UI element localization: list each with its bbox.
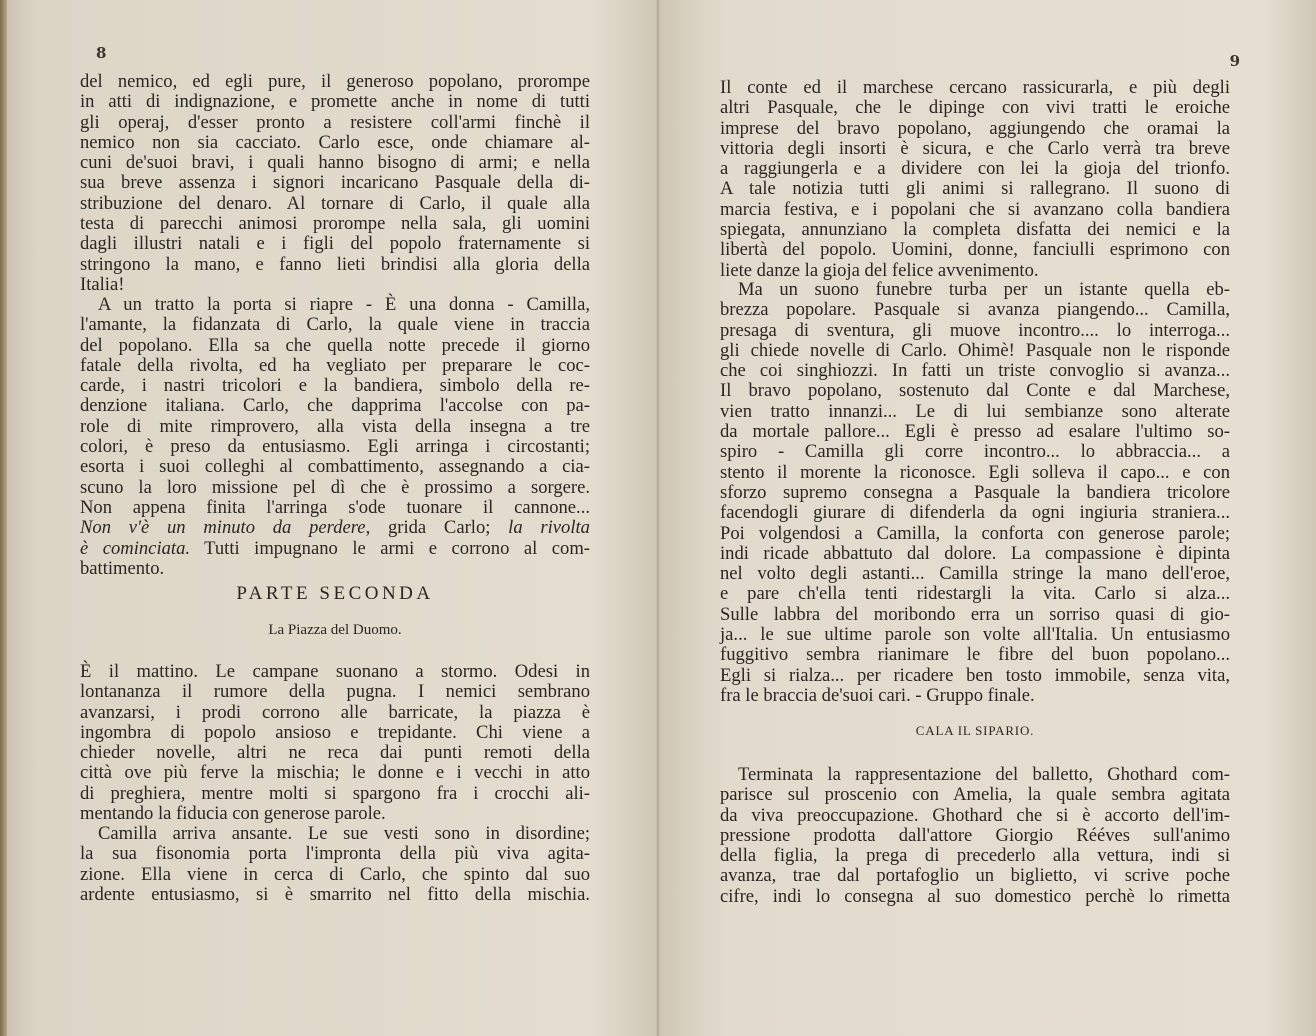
book-gutter xyxy=(656,0,660,1036)
text-line: cifre, indi lo consegna al suo domestico perchè lo rimetta xyxy=(720,885,1230,907)
text-line: role di mite rimprovero, alla vista della insegna a tre xyxy=(80,415,590,437)
text-line: libertà del popolo. Uomini, donne, fanciulli esprimono con xyxy=(720,239,1230,261)
left-paragraph-3 xyxy=(80,662,590,824)
text-line xyxy=(80,539,590,559)
text-line: di preghiera, mentre molti si spargono fra i crocchi ali- xyxy=(80,782,590,804)
text-line: avanzarsi, i prodi corrono alle barricate, la piazza è xyxy=(80,701,590,723)
text-line: gli chiede novelle di Carlo. Ohimè! Pasquale non le risponde xyxy=(720,339,1230,361)
text-line: chieder novelle, altri ne reca dai punti remoti della xyxy=(80,742,590,764)
text-line: Terminata la rappresentazione del balletto, Ghothard com- xyxy=(738,764,1230,785)
text-line: spiro - Camilla gli corre incontro... lo abbraccia... a xyxy=(720,441,1230,463)
text-line: Italia! xyxy=(80,273,125,295)
text-line: Poi volgendosi a Camilla, la conforta con generose parole; xyxy=(720,522,1230,544)
text-line: brezza popolare. Pasquale si avanza piangendo... Camilla, xyxy=(720,299,1230,321)
text-line: del nemico, ed egli pure, il generoso popolano, prorompe xyxy=(80,71,590,92)
text-line: Non appena finita l'arringa s'ode tuonare il cannone... xyxy=(80,496,590,518)
page-number-right: 9 xyxy=(1229,52,1240,70)
section-heading: PARTE SECONDA xyxy=(236,583,434,604)
text-line: a raggiungerla e a dividere con lei la gioja del trionfo. xyxy=(720,158,1230,180)
text-line: città ove più ferve la mischia; le donne e i vecchi in atto xyxy=(80,762,590,784)
text-line: scuno la loro missione pel dì che è prossimo a sorgere. xyxy=(80,476,590,498)
left-paragraph-4 xyxy=(80,824,590,905)
text-line: cuni de'suoi bravi, i quali hanno bisogno di armi; e nella xyxy=(80,152,590,174)
text-line: A un tratto la porta si riapre - È una donna - Camilla, xyxy=(98,294,590,315)
text-line: Camilla arriva ansante. Le sue vesti sono in disordine; xyxy=(98,823,590,844)
text-line: imprese del bravo popolano, aggiungendo che oramai la xyxy=(720,117,1230,139)
text-line: parisce sul proscenio con Amelia, la quale sembra agitata xyxy=(720,784,1230,806)
left-page xyxy=(80,0,590,1036)
text-line: fatale della rivolta, ed ha vegliato per preparare le coc- xyxy=(80,354,590,376)
text-line: da viva preoccupazione. Ghothard che si è accorto dell'im- xyxy=(720,804,1230,826)
text-line: indi ricade abbattuto dal dolore. La compassione è dipinta xyxy=(720,542,1230,564)
text-line: da mortale pallore... Egli è presso ad esalare l'ultimo so- xyxy=(720,421,1230,443)
right-paragraph-2 xyxy=(720,280,1230,706)
text-line: A tale notizia tutti gli animi si rallegrano. Il suono di xyxy=(720,178,1230,200)
text-line: stribuzione del denaro. Al tornare di Carlo, il quale alla xyxy=(80,192,590,214)
text-line: battimento. xyxy=(80,557,165,579)
text-line: vien tratto innanzi... Le di lui sembianze sono alterate xyxy=(720,400,1230,422)
text-line: presaga di sventura, gli muove incontro.... lo interroga... xyxy=(720,319,1230,341)
left-paragraph-2 xyxy=(80,295,590,579)
text-fragment: Tutti impugnano le armi e corrono al com- xyxy=(190,537,590,559)
italic-phrase: è cominciata. xyxy=(80,537,191,559)
text-line: lontananza il rumore della pugna. I nemici sembrano xyxy=(80,681,590,703)
left-paragraph-1 xyxy=(80,72,590,295)
italic-phrase: la rivolta xyxy=(508,517,590,539)
text-line: del popolano. Ella sa che quella notte precede il giorno xyxy=(80,334,590,356)
text-line: in atti di indignazione, e promette anche in nome di tutti xyxy=(80,91,590,113)
text-fragment: , grida Carlo; xyxy=(365,517,509,539)
text-line: fuggitivo sembra rianimare le fibre del buon popolano... xyxy=(720,644,1230,666)
right-page xyxy=(720,0,1240,1036)
section-heading: CALA IL SIPARIO. xyxy=(915,723,1035,738)
text-line: pressione prodotta dall'attore Giorgio Rééves sull'animo xyxy=(720,824,1230,846)
right-paragraph-1 xyxy=(720,78,1230,281)
text-line: l'amante, la fidanzata di Carlo, la quale viene in traccia xyxy=(80,314,590,336)
text-line: vittoria degli insorti è sicura, e che Carlo verrà tra breve xyxy=(720,137,1230,159)
text-line: Sulle labbra del moribondo erra un sorriso quasi di gio- xyxy=(720,603,1230,625)
text-line: carde, i nastri tricolori e la bandiera, simbolo della re- xyxy=(80,375,590,397)
text-line: Il bravo popolano, sostenuto dal Conte e dal Marchese, xyxy=(720,380,1230,402)
text-line: altri Pasquale, che le dipinge con vivi tratti le eroiche xyxy=(720,97,1230,119)
text-line: della figlia, la prega di precederlo alla vettura, indi si xyxy=(720,845,1230,867)
text-line: ardente entusiasmo, si è smarrito nel fitto della mischia. xyxy=(80,883,590,905)
text-line: È il mattino. Le campane suonano a stormo. Odesi in xyxy=(80,661,590,682)
text-line: zione. Ella viene in cerca di Carlo, che spinto dal suo xyxy=(80,863,590,885)
text-line: stringono la mano, e fanno lieti brindisi alla gloria della xyxy=(80,253,590,275)
section-subheading: La Piazza del Duomo. xyxy=(268,622,402,638)
text-line: la sua fisonomia porta l'impronta della più viva agita- xyxy=(80,843,590,865)
text-line: ja... le sue ultime parole son volte all'Italia. Un entusiasmo xyxy=(720,624,1230,646)
text-line: mentando la fiducia con generose parole. xyxy=(80,803,386,825)
text-line: Egli si rialza... per ricadere ben tosto immobile, senza vita, xyxy=(720,664,1230,686)
text-line: dagli illustri natali e i figli del popolo fraternamente si xyxy=(80,233,590,255)
text-line: nel volto degli astanti... Camilla stringe la mano dell'eroe, xyxy=(720,563,1230,585)
text-line: denzione italiana. Carlo, che dapprima l'accolse con pa- xyxy=(80,395,590,417)
text-line: liete danze la gioja del felice avvenimento. xyxy=(720,259,1039,281)
text-line xyxy=(80,518,590,538)
text-line: che coi singhiozzi. In fatti un triste convoglio si avanza... xyxy=(720,360,1230,382)
text-line: fra le braccia de'suoi cari. - Gruppo finale. xyxy=(720,684,1035,706)
text-line: e pare ch'ella tenti ridestargli la vita. Carlo si alza... xyxy=(720,583,1230,605)
text-line: gli operaj, d'esser pronto a resistere coll'armi finchè il xyxy=(80,111,590,133)
text-line: ingombra di popolo ansioso e trepidante. Chi viene a xyxy=(80,721,590,743)
text-line: marcia festiva, e i popolani che si avanzano colla bandiera xyxy=(720,198,1230,220)
text-line: Il conte ed il marchese cercano rassicurarla, e più degli xyxy=(720,77,1230,98)
text-line: facendogli giurare di difenderla da ogni ingiuria straniera... xyxy=(720,502,1230,524)
book-edge xyxy=(0,0,7,1036)
page-number-left: 8 xyxy=(96,44,107,62)
text-line: esorta i suoi colleghi al combattimento, assegnando a cia- xyxy=(80,456,590,478)
text-line: testa di parecchi animosi prorompe nella sala, gli uomini xyxy=(80,213,590,235)
italic-phrase: Non v'è un minuto da perdere xyxy=(80,517,366,539)
text-line: avanza, trae dal portafoglio un biglietto, vi scrive poche xyxy=(720,865,1230,887)
text-line: sforzo supremo consegna a Pasquale la bandiera tricolore xyxy=(720,481,1230,503)
text-line: nemico non sia cacciato. Carlo esce, onde chiamare al- xyxy=(80,131,590,153)
text-line: spiegata, annunziano la completa disfatta dei nemici e la xyxy=(720,219,1230,241)
text-line: colori, è preso da entusiasmo. Egli arringa i circostanti; xyxy=(80,436,590,458)
text-line: stento il morente la riconosce. Egli solleva il capo... e con xyxy=(720,461,1230,483)
text-line: Ma un suono funebre turba per un istante quella eb- xyxy=(738,279,1230,300)
text-line: sua breve assenza i signori incaricano Pasquale della di- xyxy=(80,172,590,194)
right-paragraph-3 xyxy=(720,765,1230,907)
